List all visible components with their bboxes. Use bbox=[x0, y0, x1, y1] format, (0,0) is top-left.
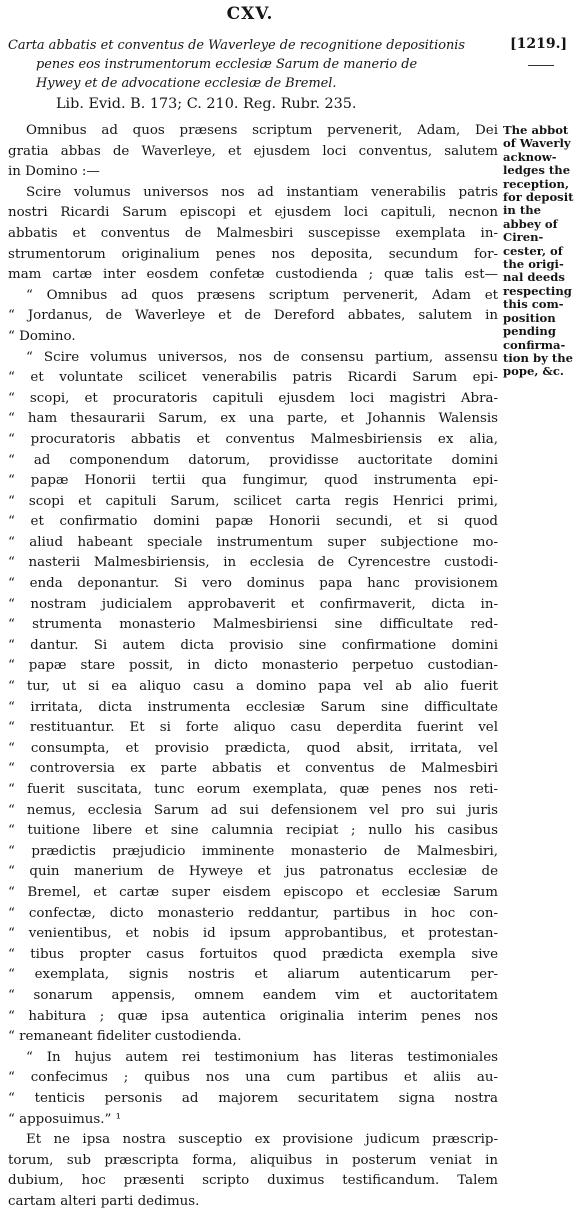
text-line: Scire volumus universos nos ad instantiam venerabilis patris bbox=[26, 184, 498, 200]
text-line: “ confecimus ; quibus nos una cum partibus et aliis au- bbox=[8, 1070, 498, 1086]
text-line: “ ad componendum datorum, providisse auctoritate domini bbox=[8, 452, 498, 468]
text-line: “ enda deponantur. Si vero dominus papa hanc provisionem bbox=[8, 576, 498, 592]
heading-line: penes eos instrumentorum ecclesiæ Sarum de manerio de bbox=[36, 57, 418, 72]
margin-note-line: ledges the bbox=[503, 163, 571, 178]
charter-number: CXV. bbox=[226, 4, 274, 24]
text-line: “ In hujus autem rei testimonium has literas testimoniales bbox=[26, 1049, 498, 1065]
text-line: “ et voluntate scilicet venerabilis patris Ricardi Sarum epi- bbox=[8, 370, 498, 386]
margin-note-line: of Waverly bbox=[503, 136, 571, 151]
text-line: in Domino :— bbox=[8, 164, 100, 180]
text-line: “ confectæ, dicto monasterio reddantur, partibus in hoc con- bbox=[8, 905, 498, 921]
text-line: “ papæ Honorii tertii qua fungimur, quod instrumenta epi- bbox=[8, 473, 498, 489]
heading-line: Hywey et de advocatione ecclesiæ de Bremel. bbox=[36, 76, 337, 91]
text-line: “ Scire volumus universos, nos de consensu partium, assensu bbox=[26, 349, 498, 365]
charter-heading bbox=[8, 36, 502, 93]
date-rule bbox=[528, 65, 554, 66]
text-line: “ venientibus, et nobis id ipsum approbantibus, et protestan- bbox=[8, 926, 498, 942]
text-line: gratia abbas de Waverleye, et ejusdem loci conventus, salutem bbox=[8, 143, 498, 159]
text-line: “ tibus propter casus fortuitos quod prædicta exempla sive bbox=[8, 946, 498, 962]
text-line: “ scopi, et procuratoris capituli ejusdem loci magistri Abra- bbox=[8, 390, 498, 406]
margin-note-line: confirma- bbox=[503, 337, 566, 352]
text-line: “ tenticis personis ad majorem securitatem signa nostra bbox=[8, 1090, 498, 1106]
text-line: torum, sub præscripta forma, aliquibus in posterum veniat in bbox=[8, 1152, 498, 1168]
margin-note bbox=[503, 124, 576, 379]
margin-note-line: tion by the bbox=[503, 350, 573, 365]
text-line: “ Omnibus ad quos præsens scriptum pervenerit, Adam et bbox=[26, 287, 498, 303]
margin-note-line: acknow- bbox=[503, 149, 557, 164]
source-references: Lib. Evid. B. 173; C. 210. Reg. Rubr. 235. bbox=[56, 96, 357, 112]
text-line: “ quin manerium de Hyweye et jus patronatus ecclesiæ de bbox=[8, 864, 498, 880]
text-line: abbatis et conventus de Malmesbiri suscepisse exemplata in- bbox=[8, 225, 498, 241]
text-line: “ controversia ex parte abbatis et conventus de Malmesbiri bbox=[8, 761, 498, 777]
text-line: Et ne ipsa nostra susceptio ex provisione judicum præscrip- bbox=[26, 1132, 498, 1148]
text-line: “ consumpta, et provisio prædicta, quod absit, irritata, vel bbox=[8, 740, 498, 756]
text-line: “ habitura ; quæ ipsa autentica originalia interim penes nos bbox=[8, 1008, 498, 1024]
text-line: “ tuitione libere et sine calumnia recipiat ; nullo his casibus bbox=[8, 823, 498, 839]
text-line: “ tur, ut si ea aliquo casu a domino papa vel ab alio fuerit bbox=[8, 679, 498, 695]
text-line: “ exemplata, signis nostris et aliarum autenticarum per- bbox=[8, 967, 498, 983]
text-line: “ nostram judicialem approbaverit et confirmaverit, dicta in- bbox=[8, 596, 498, 612]
margin-note-line: abbey of bbox=[503, 216, 558, 231]
text-line: “ sonarum appensis, omnem eandem vim et auctoritatem bbox=[8, 987, 498, 1003]
text-line: “ irritata, dicta instrumenta ecclesiæ Sarum sine difficultate bbox=[8, 699, 498, 715]
text-line: “ papæ stare possit, in dicto monasterio perpetuo custodian- bbox=[8, 658, 498, 674]
margin-note-line: for deposit bbox=[503, 190, 574, 205]
margin-note-line: position bbox=[503, 310, 556, 325]
text-line: mam cartæ inter eosdem confetæ custodienda ; quæ talis est— bbox=[8, 267, 498, 283]
text-line: strumentorum originalium penes nos deposita, secundum for- bbox=[8, 246, 498, 262]
margin-note-line: The abbot bbox=[503, 123, 569, 137]
text-line: “ nemus, ecclesia Sarum ad sui defensionem vel pro sui juris bbox=[8, 802, 498, 818]
text-line: “ procuratoris abbatis et conventus Malmesbiriensis ex alia, bbox=[8, 431, 498, 447]
margin-note-line: respecting bbox=[503, 283, 572, 298]
text-line: “ aliud habeant speciale instrumentum super subjectione mo- bbox=[8, 534, 498, 550]
margin-note-line: the origi- bbox=[503, 257, 564, 272]
text-line: “ restituantur. Et si forte aliquo casu deperdita fuerint vel bbox=[8, 720, 498, 736]
text-line: “ Domino. bbox=[8, 328, 76, 344]
margin-note-line: pope, &c. bbox=[503, 364, 564, 379]
heading-line: Carta abbatis et conventus de Waverleye de recognitione depositionis bbox=[8, 38, 466, 53]
text-line: nostri Ricardi Sarum episcopi et ejusdem loci capituli, necnon bbox=[8, 205, 498, 221]
text-line: Omnibus ad quos præsens scriptum pervenerit, Adam, Dei bbox=[26, 123, 498, 138]
text-line: “ apposuimus.” ¹ bbox=[8, 1111, 121, 1127]
text-line: “ dantur. Si autem dicta provisio sine confirmatione domini bbox=[8, 637, 498, 653]
text-line: “ remaneant fideliter custodienda. bbox=[8, 1029, 242, 1045]
text-line: “ prædictis præjudicio imminente monasterio de Malmesbiri, bbox=[8, 843, 498, 859]
text-line: “ Jordanus, de Waverleye et de Dereford abbates, salutem in bbox=[8, 308, 498, 324]
margin-note-line: this com- bbox=[503, 297, 564, 312]
text-line: cartam alteri parti dedimus. bbox=[8, 1193, 200, 1209]
margin-note-line: reception, bbox=[503, 176, 569, 191]
text-line: “ scopi et capituli Sarum, scilicet carta regis Henrici primi, bbox=[8, 493, 498, 509]
margin-note-line: pending bbox=[503, 324, 556, 339]
margin-note-line: cester, of bbox=[503, 243, 563, 258]
charter-date: [1219.] bbox=[510, 36, 568, 52]
text-line: “ strumenta monasterio Malmesbiriensi sine difficultate red- bbox=[8, 617, 498, 633]
margin-note-line: Ciren- bbox=[503, 230, 544, 245]
text-line: “ Bremel, et cartæ super eisdem episcopo et ecclesiæ Sarum bbox=[8, 884, 498, 900]
text-line: “ et confirmatio domini papæ Honorii secundi, et si quod bbox=[8, 514, 498, 530]
text-line: “ fuerit suscitata, tunc eorum exemplata, quæ penes nos reti- bbox=[8, 782, 498, 797]
charter-body bbox=[8, 121, 498, 1212]
text-line: “ nasterii Malmesbiriensis, in ecclesia de Cyrencestre custodi- bbox=[8, 555, 498, 571]
margin-note-line: in the bbox=[503, 203, 542, 218]
text-line: dubium, hoc præsenti scripto duximus testificandum. Talem bbox=[8, 1173, 498, 1189]
text-line: “ ham thesaurarii Sarum, ex una parte, et Johannis Walensis bbox=[8, 411, 498, 427]
margin-note-line: nal deeds bbox=[503, 270, 565, 285]
